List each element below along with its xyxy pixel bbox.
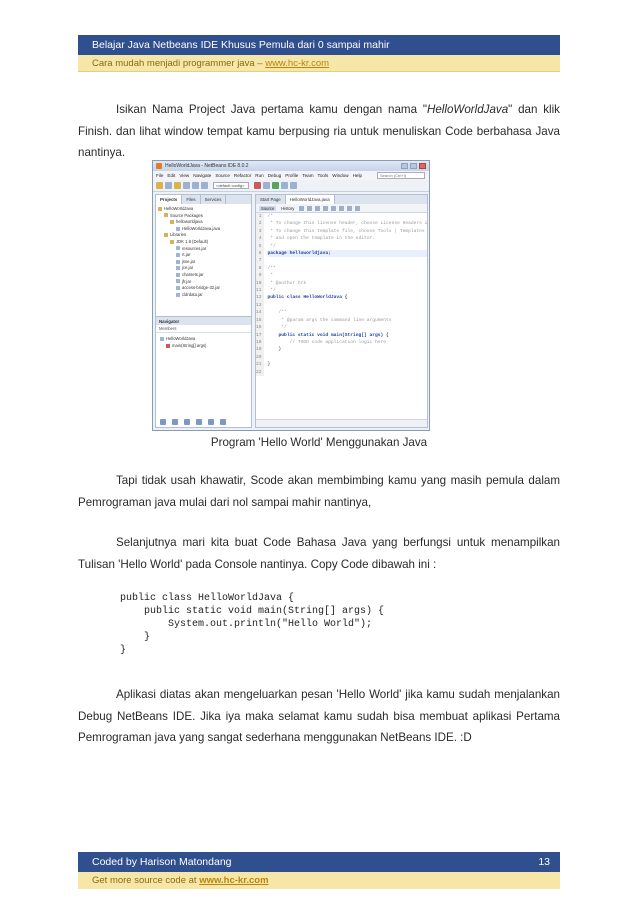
tree-item[interactable] bbox=[158, 213, 251, 220]
tree-item[interactable] bbox=[158, 265, 251, 272]
code-line: public class HelloWorldJava { bbox=[267, 295, 348, 301]
jdk-icon bbox=[170, 240, 174, 244]
status-icon[interactable] bbox=[208, 419, 214, 425]
header-site-link[interactable]: www.hc-kr.com bbox=[265, 58, 330, 69]
line-number: 22 bbox=[256, 369, 262, 375]
tree-item[interactable] bbox=[158, 252, 251, 259]
tree-item-label: jce.jar bbox=[182, 265, 194, 271]
code-line: public static void main(String[] args) { bbox=[267, 332, 389, 338]
intro-text-before: Isikan Nama Project Java pertama kamu dengan nama " bbox=[116, 103, 427, 116]
tab-projects[interactable]: Projects bbox=[156, 195, 182, 204]
build-icon[interactable] bbox=[254, 182, 261, 189]
ide-window-title: HelloWorldJava - NetBeans IDE 8.0.2 bbox=[165, 163, 249, 169]
tree-item-label: jfr.jar bbox=[182, 278, 192, 284]
tree-item[interactable] bbox=[158, 206, 251, 213]
history-mode-tab[interactable]: History bbox=[281, 205, 295, 211]
maximize-icon[interactable] bbox=[410, 163, 417, 169]
code-line: * To change this license header, choose License Headers i bbox=[267, 221, 428, 227]
left-statusbar bbox=[160, 419, 226, 425]
menu-item-debug[interactable]: Debug bbox=[267, 173, 282, 178]
tree-item-label: rt.jar bbox=[182, 252, 191, 258]
footer-more-text: Get more source code at bbox=[92, 875, 200, 886]
line-number: 9 bbox=[258, 273, 262, 279]
tree-item-label: cldrdata.jar bbox=[182, 291, 203, 297]
editor-tool-icon[interactable] bbox=[339, 206, 344, 211]
line-number: 3 bbox=[258, 228, 262, 234]
status-icon[interactable] bbox=[184, 419, 190, 425]
code-line: * and open the template in the editor. bbox=[267, 236, 376, 242]
project-tree bbox=[156, 204, 251, 316]
line-number: 13 bbox=[256, 302, 262, 308]
code-line: * @param args the command line arguments bbox=[267, 317, 392, 323]
code-line: /** bbox=[267, 265, 276, 271]
code-line bbox=[268, 354, 428, 361]
line-number: 14 bbox=[256, 310, 262, 316]
tree-item-label: jsse.jar bbox=[182, 258, 196, 264]
paragraph-instruction: Selanjutnya mari kita buat Code Bahasa Java yang berfungsi untuk menampilkan Tulisan 'Hello World' pada Console nantinya. Copy Code dibawah ini : bbox=[78, 536, 560, 571]
navigator-title: Navigator bbox=[156, 316, 251, 325]
menu-item-source[interactable]: Source bbox=[215, 173, 230, 178]
code-area[interactable] bbox=[256, 213, 427, 376]
code-line: */ bbox=[267, 325, 287, 331]
tree-item-label: JDK 1.8 (Default) bbox=[176, 238, 209, 244]
ide-menubar bbox=[153, 171, 429, 180]
header-title: Belajar Java Netbeans IDE Khusus Pemula dari 0 sampai mahir bbox=[78, 35, 560, 55]
jar-icon bbox=[176, 246, 180, 250]
tree-item-label: Source Packages bbox=[170, 212, 203, 218]
status-icon[interactable] bbox=[172, 419, 178, 425]
tree-item[interactable] bbox=[158, 239, 251, 246]
line-number: 20 bbox=[256, 354, 262, 360]
class-icon bbox=[160, 337, 164, 341]
footer-more bbox=[78, 872, 560, 889]
menu-item-refactor[interactable]: Refactor bbox=[233, 173, 252, 178]
jar-icon bbox=[176, 266, 180, 270]
menu-item-tools[interactable]: Tools bbox=[317, 173, 329, 178]
line-number: 2 bbox=[258, 221, 262, 227]
page-header bbox=[78, 35, 560, 72]
tree-item[interactable] bbox=[158, 259, 251, 266]
intro-text-after: " dan klik Finish. dan lihat window tempat kamu berpusing ria untuk menuliskan Code berbahasa Java nantinya. bbox=[78, 103, 560, 159]
run-icon[interactable] bbox=[272, 182, 279, 189]
editor-tabs bbox=[256, 195, 427, 204]
code-line: /** bbox=[267, 310, 287, 316]
config-select[interactable]: <default config> bbox=[213, 182, 249, 189]
code-line: } bbox=[267, 347, 282, 353]
line-number: 16 bbox=[256, 325, 262, 331]
line-number-gutter bbox=[256, 213, 264, 376]
close-icon[interactable] bbox=[419, 163, 426, 169]
paragraph-encouragement: Tapi tidak usah khawatir, Scode akan membimbing kamu yang masih pemula dalam Pemrograman java mulai dari nol sampai mahir nantinya, bbox=[78, 474, 560, 509]
save-all-icon[interactable] bbox=[183, 182, 190, 189]
tree-item-label: helloworldjava bbox=[176, 219, 203, 225]
menu-item-help[interactable]: Help bbox=[352, 173, 363, 178]
editor-tool-icon[interactable] bbox=[331, 206, 336, 211]
tree-item[interactable] bbox=[158, 232, 251, 239]
navigator-item[interactable] bbox=[160, 342, 251, 349]
navigator-filter[interactable]: Members bbox=[156, 325, 251, 333]
editor-tool-icon[interactable] bbox=[307, 206, 312, 211]
jar-icon bbox=[176, 273, 180, 277]
editor-tool-icon[interactable] bbox=[347, 206, 352, 211]
line-number: 18 bbox=[256, 339, 262, 345]
open-project-icon[interactable] bbox=[174, 182, 181, 189]
libraries-icon bbox=[164, 233, 168, 237]
undo-icon[interactable] bbox=[192, 182, 199, 189]
navigator-list bbox=[156, 333, 251, 349]
status-icon[interactable] bbox=[196, 419, 202, 425]
tree-item[interactable] bbox=[158, 279, 251, 286]
code-line bbox=[268, 257, 428, 264]
line-number: 8 bbox=[258, 265, 262, 271]
project-icon bbox=[158, 207, 162, 211]
code-line: * To change this template file, choose Tools | Templates bbox=[267, 228, 425, 234]
tab-start-page[interactable]: Start Page bbox=[256, 195, 286, 204]
line-number: 4 bbox=[258, 236, 262, 242]
menu-item-edit[interactable]: Edit bbox=[167, 173, 176, 178]
java-file-icon bbox=[176, 227, 180, 231]
tree-item-label: HelloWorldJava.java bbox=[182, 225, 221, 231]
profile-icon[interactable] bbox=[290, 182, 297, 189]
tree-item[interactable] bbox=[158, 226, 251, 233]
editor-tool-icon[interactable] bbox=[323, 206, 328, 211]
page-footer bbox=[78, 852, 560, 889]
editor-tool-icon[interactable] bbox=[299, 206, 304, 211]
editor-tool-icon[interactable] bbox=[315, 206, 320, 211]
netbeans-screenshot bbox=[152, 160, 430, 431]
editor-toolbar bbox=[256, 204, 427, 213]
line-number: 19 bbox=[256, 347, 262, 353]
editor-tool-icon[interactable] bbox=[355, 206, 360, 211]
line-number: 15 bbox=[256, 317, 262, 323]
paragraph-conclusion: Aplikasi diatas akan mengeluarkan pesan 'Hello World' jika kamu sudah menjalankan Debug NetBeans IDE. Jika iya maka selamat kamu sudah bisa membuat aplikasi Pertama Pemrograman java yang sangat sederhana menggunakan NetBeans IDE. :D bbox=[78, 688, 560, 744]
folder-icon bbox=[164, 213, 168, 217]
tree-item[interactable] bbox=[158, 272, 251, 279]
footer-bar bbox=[78, 852, 560, 872]
window-controls bbox=[401, 163, 426, 169]
code-lines bbox=[264, 213, 428, 376]
menu-item-run[interactable]: Run bbox=[255, 173, 264, 178]
code-line: */ bbox=[267, 288, 276, 294]
projects-panel bbox=[155, 194, 252, 428]
package-icon bbox=[170, 220, 174, 224]
new-file-icon[interactable] bbox=[165, 182, 172, 189]
code-line bbox=[268, 369, 428, 376]
minimize-icon[interactable] bbox=[401, 163, 408, 169]
page-number: 13 bbox=[538, 856, 550, 868]
jar-icon bbox=[176, 293, 180, 297]
code-sample: public class HelloWorldJava { public static void main(String[] args) { System.out.println("Hello World"); } } bbox=[120, 593, 385, 656]
line-number: 12 bbox=[256, 295, 262, 301]
jar-icon bbox=[176, 260, 180, 264]
editor-statusbar bbox=[256, 419, 427, 427]
method-icon bbox=[166, 344, 170, 348]
status-icon[interactable] bbox=[160, 419, 166, 425]
navigator-item[interactable] bbox=[160, 335, 251, 342]
line-number: 10 bbox=[256, 280, 262, 286]
tree-item-label: Libraries bbox=[170, 232, 187, 238]
menu-item-navigate[interactable]: Navigate bbox=[193, 173, 212, 178]
jar-icon bbox=[176, 253, 180, 257]
source-mode-tab[interactable]: Source bbox=[261, 205, 275, 211]
line-number: 17 bbox=[256, 332, 262, 338]
tree-item-label: HelloWorldJava bbox=[164, 206, 194, 211]
status-icon[interactable] bbox=[220, 419, 226, 425]
code-line: * @author hrk bbox=[267, 280, 307, 286]
header-subtitle bbox=[78, 55, 560, 72]
tree-item[interactable] bbox=[158, 285, 251, 292]
menu-item-profile[interactable]: Profile bbox=[285, 173, 299, 178]
debug-icon[interactable] bbox=[281, 182, 288, 189]
code-line: /* bbox=[267, 214, 274, 219]
code-editor bbox=[255, 194, 428, 428]
tree-item-label: access-bridge-32.jar bbox=[182, 285, 220, 291]
tree-item[interactable] bbox=[158, 246, 251, 253]
code-line: * bbox=[267, 273, 274, 279]
tab-services[interactable]: Services bbox=[201, 195, 227, 204]
jar-icon bbox=[176, 279, 180, 283]
code-line: } bbox=[267, 362, 271, 368]
jar-icon bbox=[176, 286, 180, 290]
navigator-item-label: HelloWorldJava bbox=[166, 336, 196, 341]
line-number: 21 bbox=[256, 362, 262, 368]
line-number: 7 bbox=[258, 258, 262, 264]
projects-tabs bbox=[156, 195, 251, 204]
intro-paragraph bbox=[78, 99, 560, 164]
clean-build-icon[interactable] bbox=[263, 182, 270, 189]
code-line: */ bbox=[267, 243, 276, 249]
menu-item-file[interactable]: File bbox=[156, 173, 164, 178]
line-number: 1 bbox=[258, 214, 262, 219]
figure-caption: Program 'Hello World' Menggunakan Java bbox=[210, 436, 428, 449]
header-subtitle-text: Cara mudah menjadi programmer java – bbox=[92, 58, 266, 69]
line-number: 5 bbox=[258, 243, 262, 249]
code-line: // TODO code application logic here bbox=[267, 339, 387, 345]
tree-item-label: charsets.jar bbox=[182, 271, 204, 277]
ide-toolbar bbox=[153, 180, 429, 192]
line-number: 11 bbox=[256, 288, 262, 294]
footer-author: Coded by Harison Matondang bbox=[92, 856, 232, 868]
footer-site-link[interactable]: www.hc-kr.com bbox=[199, 875, 269, 886]
tree-item-label: resources.jar bbox=[182, 245, 207, 251]
navigator-item-label: main(String[] args) bbox=[172, 343, 207, 348]
line-number: 6 bbox=[258, 251, 262, 257]
ide-titlebar bbox=[153, 161, 429, 171]
tab-helloworldjava[interactable]: HelloWorldJava.java bbox=[286, 195, 335, 204]
tree-item[interactable] bbox=[158, 292, 251, 299]
netbeans-app-icon bbox=[156, 163, 162, 169]
code-line: package helloworldjava; bbox=[268, 250, 428, 257]
menu-item-view[interactable]: View bbox=[179, 173, 190, 178]
intro-project-name: HelloWorldJava bbox=[426, 103, 509, 116]
tab-files[interactable]: Files bbox=[182, 195, 200, 204]
tree-item[interactable] bbox=[158, 219, 251, 226]
redo-icon[interactable] bbox=[201, 182, 208, 189]
menu-item-window[interactable]: Window bbox=[332, 173, 349, 178]
ide-search-input[interactable]: Search (Ctrl+I) bbox=[377, 172, 425, 179]
code-line bbox=[268, 302, 428, 309]
new-project-icon[interactable] bbox=[156, 182, 163, 189]
menu-item-team[interactable]: Team bbox=[302, 173, 314, 178]
